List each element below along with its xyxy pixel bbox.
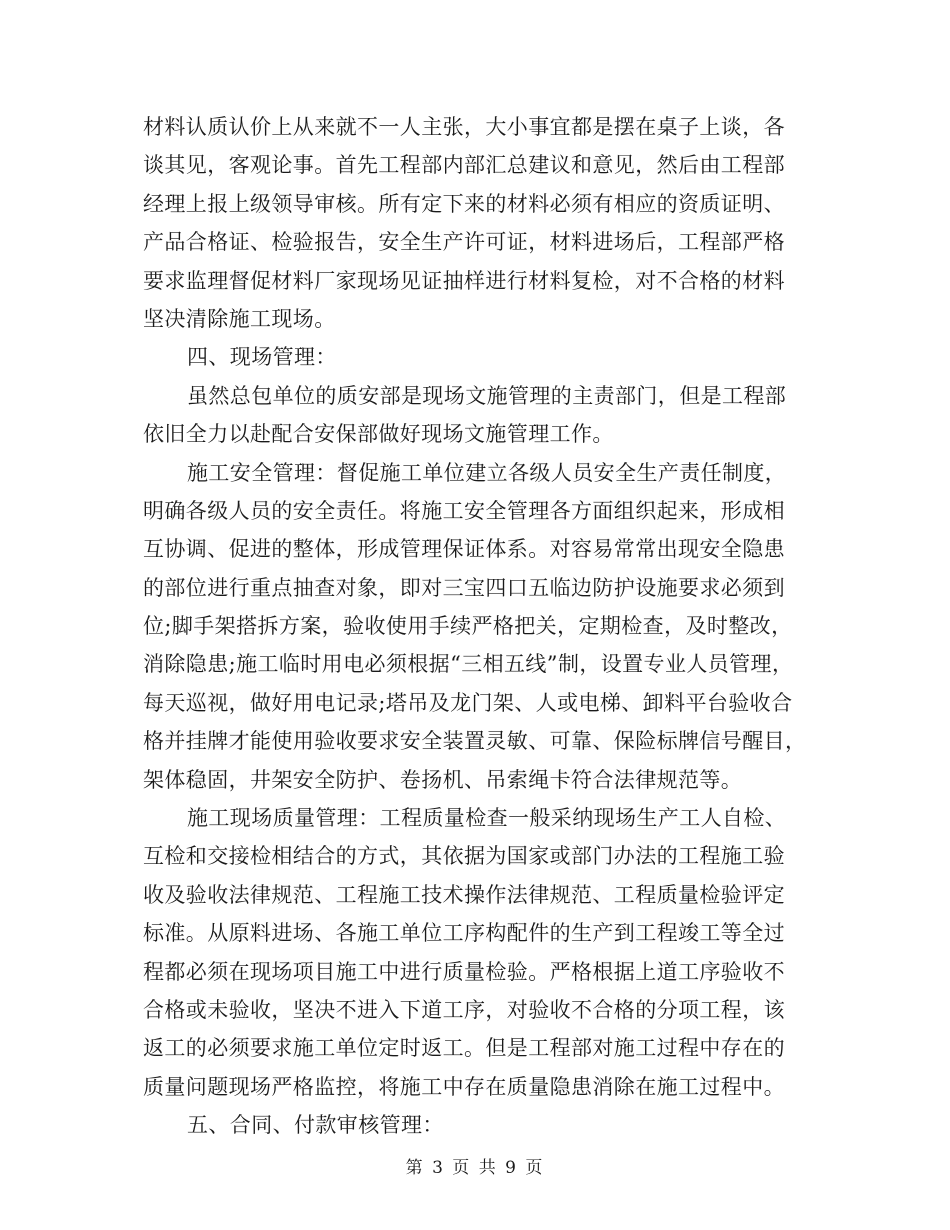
text-line: 消除隐患;施工临时用电必须根据“三相五线”制，设置专业人员管理， <box>143 652 794 677</box>
text-line: 互检和交接检相结合的方式，其依据为国家或部门办法的工程施工验 <box>143 844 785 869</box>
text-line: 坚决清除施工现场。 <box>143 306 336 331</box>
text-line: 标准。从原料进场、各施工单位工序构配件的生产到工程竣工等全过 <box>143 921 785 946</box>
text-line: 的部位进行重点抽查对象，即对三宝四口五临边防护设施要求必须到 <box>143 575 785 600</box>
text-line: 依旧全力以赴配合安保部做好现场文施管理工作。 <box>143 422 614 447</box>
text-line: 架体稳固，井架安全防护、卷扬机、吊索绳卡符合法律规范等。 <box>143 767 743 792</box>
text-line: 返工的必须要求施工单位定时返工。但是工程部对施工过程中存在的 <box>143 1036 785 1061</box>
text-line: 四、现场管理： <box>187 345 337 370</box>
text-line: 谈其见，客观论事。首先工程部内部汇总建议和意见，然后由工程部 <box>143 153 785 178</box>
text-line: 明确各级人员的安全责任。将施工安全管理各方面组织起来，形成相 <box>143 498 785 523</box>
text-line: 施工安全管理：督促施工单位建立各级人员安全生产责任制度， <box>187 460 787 485</box>
text-line: 五、合同、付款审核管理： <box>187 1113 444 1138</box>
text-line: 收及验收法律规范、工程施工技术操作法律规范、工程质量检验评定 <box>143 882 785 907</box>
text-line: 虽然总包单位的质安部是现场文施管理的主责部门，但是工程部 <box>187 383 787 408</box>
document-body <box>143 108 823 1145</box>
page-footer: 第 3 页 共 9 页 <box>405 1158 545 1178</box>
text-line: 施工现场质量管理：工程质量检查一般采纳现场生产工人自检、 <box>187 806 787 831</box>
text-line: 程都必须在现场项目施工中进行质量检验。严格根据上道工序验收不 <box>143 959 785 984</box>
text-line: 合格或未验收，坚决不进入下道工序，对验收不合格的分项工程，该 <box>143 997 785 1022</box>
text-line: 每天巡视，做好用电记录;塔吊及龙门架、人或电梯、卸料平台验收合 <box>143 690 793 715</box>
text-line: 产品合格证、检验报告，安全生产许可证，材料进场后，工程部严格 <box>143 230 785 255</box>
text-line: 位;脚手架搭拆方案，验收使用手续严格把关，定期检查，及时整改， <box>143 614 793 639</box>
text-line: 材料认质认价上从来就不一人主张，大小事宜都是摆在桌子上谈，各 <box>143 115 785 139</box>
text-line: 要求监理督促材料厂家现场见证抽样进行材料复检，对不合格的材料 <box>143 268 785 293</box>
text-line: 格并挂牌才能使用验收要求安全装置灵敏、可靠、保险标牌信号醒目， <box>143 729 807 754</box>
text-line: 经理上报上级领导审核。所有定下来的材料必须有相应的资质证明、 <box>143 191 785 216</box>
text-line: 互协调、促进的整体，形成管理保证体系。对容易常常出现安全隐患 <box>143 537 785 562</box>
text-line: 质量问题现场严格监控，将施工中存在质量隐患消除在施工过程中。 <box>143 1074 785 1099</box>
